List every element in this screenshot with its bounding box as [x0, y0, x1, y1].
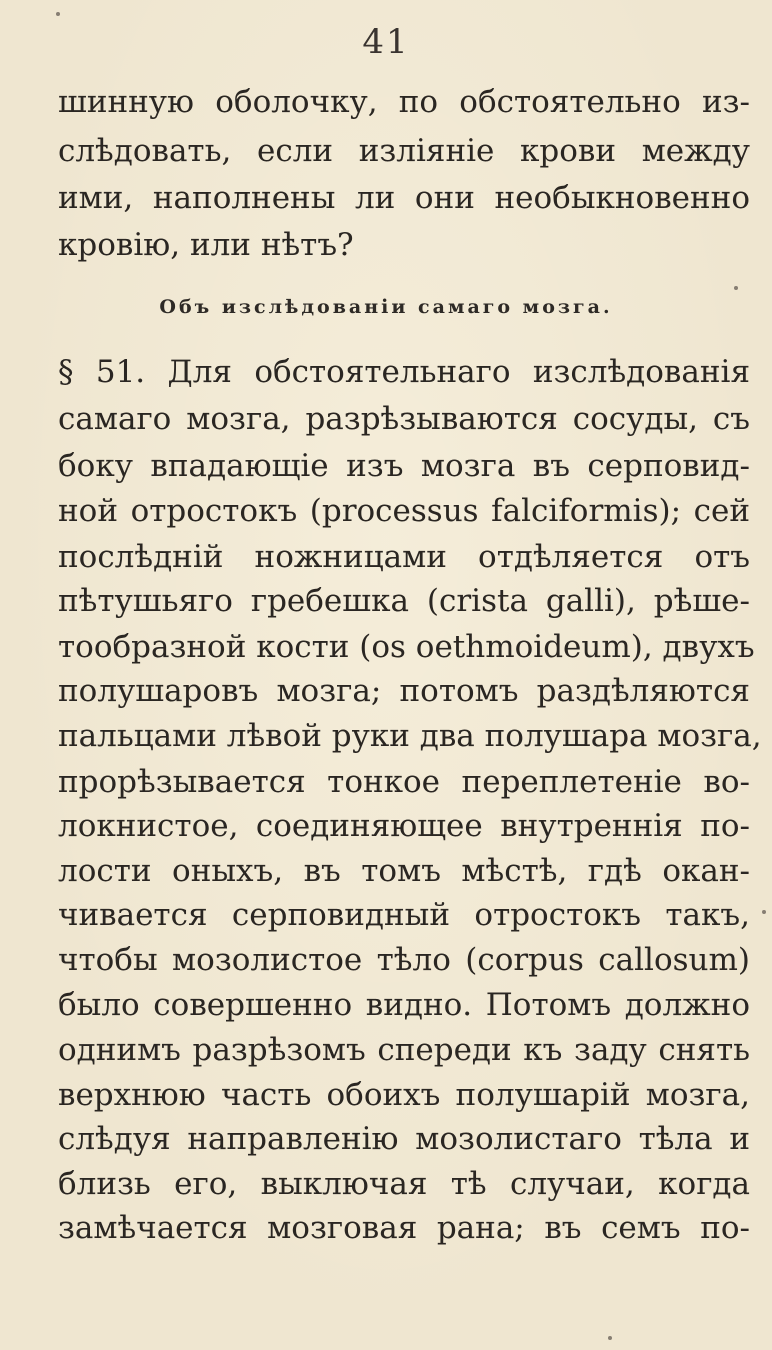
text-line: слѣдовать, если изліяніе крови между: [58, 133, 750, 169]
paragraph-line: полушаровъ мозга; потомъ раздѣляются: [58, 673, 750, 709]
paragraph-line: замѣчается мозговая рана; въ семъ по-: [58, 1210, 750, 1246]
page-number: 41: [362, 22, 410, 62]
print-speck: [762, 910, 766, 914]
paragraph-line: прорѣзывается тонкое переплетеніе во-: [58, 764, 750, 800]
paragraph-line: пальцами лѣвой руки два полушара мозга,: [58, 718, 762, 754]
paragraph-line: чивается серповидный отростокъ такъ,: [58, 897, 750, 933]
paragraph-line: самаго мозга, разрѣзываются сосуды, съ: [58, 401, 750, 437]
paragraph-line: близь его, выключая тѣ случаи, когда: [58, 1166, 750, 1202]
paragraph-line: лости оныхъ, въ томъ мѣстѣ, гдѣ окан-: [58, 853, 750, 889]
print-speck: [56, 12, 60, 16]
section-heading: Объ изслѣдованіи самаго мозга.: [159, 296, 613, 318]
paragraph-line: локнистое, соединяющее внутреннія по-: [58, 808, 750, 844]
paragraph-line: пѣтушьяго гребешка (crista galli), рѣше-: [58, 583, 750, 619]
paragraph-line: чтобы мозолистое тѣло (corpus callosum): [58, 942, 750, 978]
paragraph-line: ной отростокъ (processus falciformis); сей: [58, 493, 750, 529]
print-speck: [734, 286, 738, 290]
paragraph-line: боку впадающіе изъ мозга въ серповид-: [58, 448, 750, 484]
text-line: кровію, или нѣтъ?: [58, 227, 354, 263]
paragraph-line: послѣдній ножницами отдѣляется отъ: [58, 539, 750, 575]
paragraph-line: было совершенно видно. Потомъ должно: [58, 987, 750, 1023]
paragraph-line: § 51. Для обстоятельнаго изслѣдованія: [58, 354, 750, 390]
text-line: шинную оболочку, по обстоятельно из-: [58, 84, 750, 120]
paragraph-line: однимъ разрѣзомъ спереди къ заду снять: [58, 1032, 750, 1068]
paragraph-line: верхнюю часть обоихъ полушарій мозга,: [58, 1077, 750, 1113]
paragraph-line: тообразной кости (os oethmoideum), двухъ: [58, 629, 755, 665]
paragraph-line: слѣдуя направленію мозолистаго тѣла и: [58, 1121, 750, 1157]
text-line: ими, наполнены ли они необыкновенно: [58, 180, 750, 216]
print-speck: [608, 1336, 612, 1340]
